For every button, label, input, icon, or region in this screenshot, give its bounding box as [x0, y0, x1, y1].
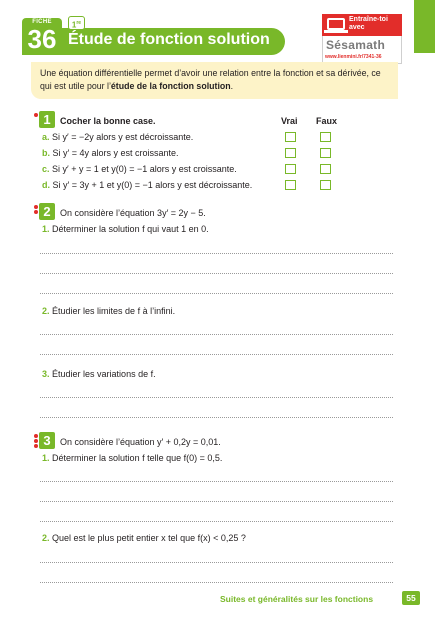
answer-line[interactable] [40, 354, 393, 355]
q3-number: 3. [42, 369, 50, 379]
intro-text-bold: étude de la fonction solution [110, 81, 231, 91]
exercise-1-instruction: Cocher la bonne case. [60, 116, 156, 126]
answer-line[interactable] [40, 521, 393, 522]
item-c-text: Si y′ + y = 1 et y(0) = −1 alors y est croissante. [52, 164, 237, 174]
answer-line[interactable] [40, 273, 393, 274]
answer-line[interactable] [40, 397, 393, 398]
item-d-letter: d. [42, 180, 50, 190]
exercise-2-number: 2 [39, 203, 55, 220]
fiche-label: FICHE [32, 19, 52, 25]
answer-line[interactable] [40, 481, 393, 482]
q2-text: Étudier les limites de f à l’infini. [52, 306, 176, 316]
intro-text [40, 67, 392, 93]
item-b [42, 148, 179, 158]
exercise-3-statement: On considère l’équation y′ + 0,2y = 0,01. [60, 437, 221, 447]
level-main: 1 [71, 20, 77, 30]
q1-number: 1. [42, 224, 50, 234]
checkbox-c-vrai[interactable] [285, 164, 296, 174]
q1-text: Déterminer la solution f qui vaut 1 en 0. [52, 224, 209, 234]
sesamath-link[interactable]: www.lienmini.fr/7341-36 [325, 54, 382, 60]
q2-text: Quel est le plus petit entier x tel que f(x) < 0,25 ? [52, 533, 246, 543]
sesamath-logo: Sésamath [326, 38, 386, 52]
laptop-base-icon [324, 30, 348, 33]
difficulty-dots [34, 113, 38, 118]
exercise-1-number: 1 [39, 111, 55, 128]
item-c-letter: c. [42, 164, 50, 174]
answer-line[interactable] [40, 417, 393, 418]
item-c [42, 164, 237, 174]
page-edge-tab [414, 0, 435, 53]
intro-text-end: . [230, 81, 234, 91]
q2-number: 2. [42, 306, 50, 316]
intro-text-start: Une équation différentielle permet d’avoir une relation entre la fonction et sa dérivée, ce qui est utile pour l’ [40, 68, 381, 91]
checkbox-b-vrai[interactable] [285, 148, 296, 158]
item-b-text: Si y′ = 4y alors y est croissante. [52, 148, 179, 158]
chapter-title: Suites et généralités sur les fonctions [220, 594, 374, 604]
q2-number: 2. [42, 533, 50, 543]
q3-text: Étudier les variations de f. [52, 369, 156, 379]
fiche-number: 36 [27, 24, 57, 54]
checkbox-a-faux[interactable] [320, 132, 331, 142]
exercise-2-statement: On considère l’équation 3y′ = 2y − 5. [60, 208, 206, 218]
exercise-3-q1 [42, 453, 222, 463]
col-vrai-label: Vrai [281, 116, 298, 126]
checkbox-d-vrai[interactable] [285, 180, 296, 190]
checkbox-b-faux[interactable] [320, 148, 331, 158]
answer-line[interactable] [40, 293, 393, 294]
exercise-2-q1 [42, 224, 209, 234]
checkbox-a-vrai[interactable] [285, 132, 296, 142]
answer-line[interactable] [40, 253, 393, 254]
difficulty-dots [34, 434, 38, 449]
item-b-letter: b. [42, 148, 50, 158]
exercise-2-q3 [42, 369, 156, 379]
q1-number: 1. [42, 453, 50, 463]
exercise-3-q2 [42, 533, 246, 543]
page-title: Étude de fonction solution [68, 31, 270, 48]
exercise-3-number: 3 [39, 432, 55, 449]
level-sup: re [76, 20, 82, 26]
col-faux-label: Faux [316, 116, 338, 126]
q1-text: Déterminer la solution f telle que f(0) = 0,5. [52, 453, 223, 463]
page-number: 55 [402, 591, 420, 605]
sesamath-cta: Entraîne-toi avec [349, 16, 388, 31]
difficulty-dots [34, 205, 38, 215]
item-a [42, 132, 193, 142]
answer-line[interactable] [40, 582, 393, 583]
answer-line[interactable] [40, 334, 393, 335]
exercise-2-badge [34, 203, 56, 221]
laptop-icon [327, 18, 345, 30]
item-d [42, 180, 252, 190]
checkbox-c-faux[interactable] [320, 164, 331, 174]
item-a-text: Si y′ = −2y alors y est décroissante. [52, 132, 194, 142]
checkbox-d-faux[interactable] [320, 180, 331, 190]
answer-line[interactable] [40, 562, 393, 563]
exercise-3-badge [34, 432, 56, 450]
exercise-1-badge [34, 111, 56, 129]
item-a-letter: a. [42, 132, 50, 142]
level-badge [68, 16, 85, 30]
answer-line[interactable] [40, 501, 393, 502]
item-d-text: Si y′ = 3y + 1 et y(0) = −1 alors y est décroissante. [52, 180, 253, 190]
exercise-2-q2 [42, 306, 175, 316]
